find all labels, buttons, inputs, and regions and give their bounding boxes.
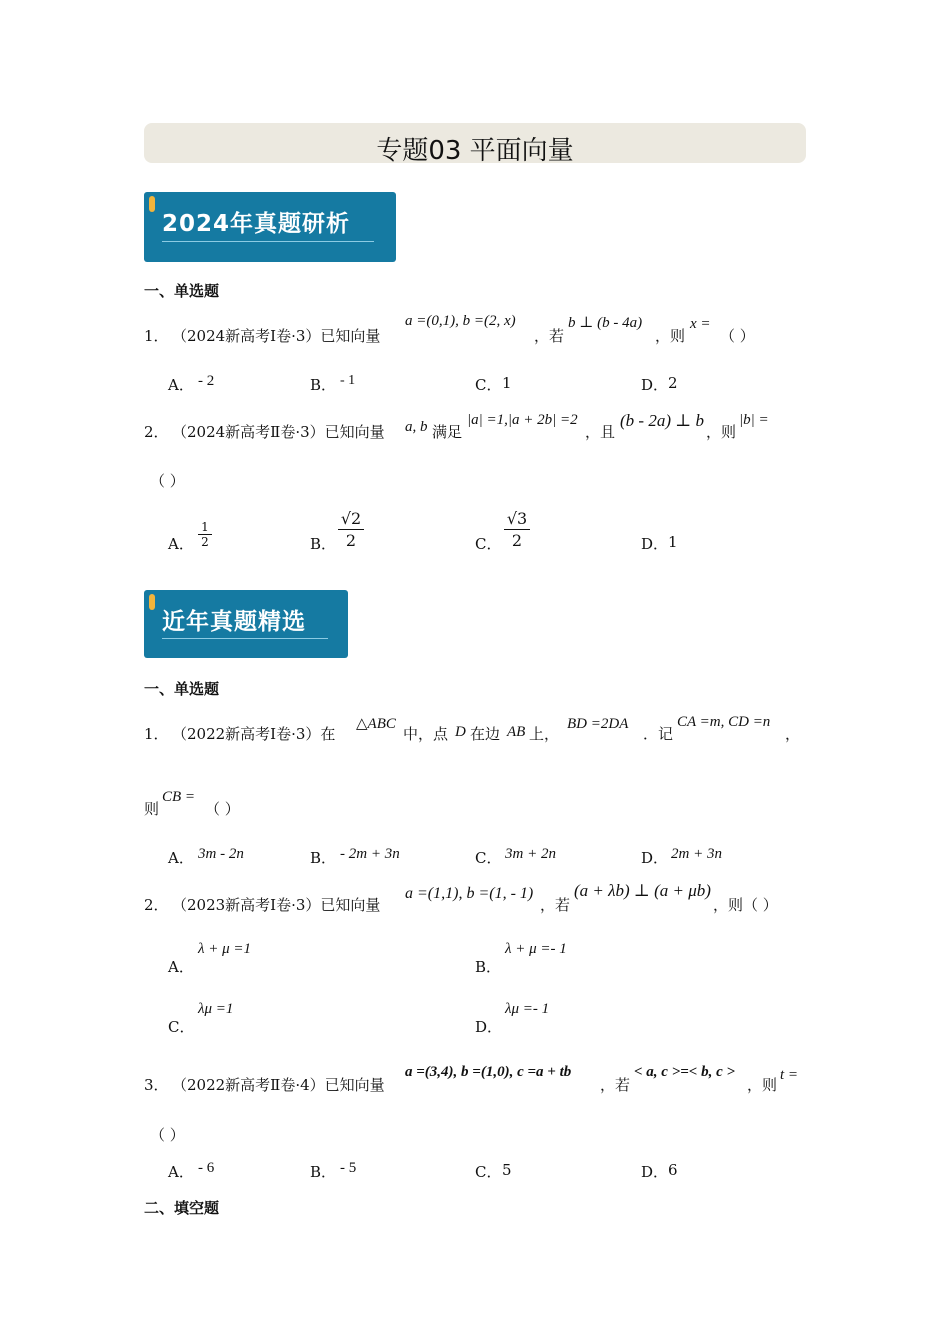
option-fraction [198, 520, 212, 549]
option-value: 3m - 2n [198, 846, 244, 862]
badge-label: 2024年真题研析 [162, 211, 351, 237]
option-label: C． [475, 376, 502, 394]
option-value: 3m + 2n [505, 846, 556, 862]
option-label: A． [168, 376, 194, 394]
fraction-numerator: √2 [340, 509, 362, 528]
question-text: 在边 [470, 725, 501, 743]
option-value: - 2m + 3n [340, 846, 400, 862]
option-label: A． [168, 535, 194, 553]
section-heading-single-choice: 一、单选题 [144, 680, 220, 698]
option-label: B． [310, 376, 337, 394]
fraction-numerator: 1 [201, 520, 209, 534]
option-fraction [338, 508, 364, 551]
option-label: B． [310, 849, 337, 867]
question-num: 1． [144, 725, 169, 743]
question-text: ，若 [540, 896, 571, 914]
option-value: - 2 [198, 373, 215, 389]
option-value: λμ =1 [198, 1001, 234, 1017]
question-num: 3． [144, 1076, 169, 1094]
fraction-numerator: √3 [506, 509, 528, 528]
answer-paren: （ ） [150, 1126, 185, 1144]
option-label: D． [475, 1018, 503, 1036]
math-expression: a, b [405, 419, 428, 435]
option-value: λ + μ =1 [198, 941, 252, 957]
badge-tab-icon [149, 196, 155, 212]
fraction-denominator: 2 [338, 529, 364, 551]
question-text: ．记 [643, 725, 674, 743]
question-text: ， [785, 725, 801, 743]
fraction-denominator: 2 [198, 534, 212, 549]
question-source: （2022新高考Ⅰ卷·3）在 [172, 725, 336, 743]
question-text: ，则 [655, 327, 686, 345]
math-expression: CA =m, CD =n [677, 714, 771, 730]
math-expression: CB = [162, 789, 196, 805]
option-value: λ + μ =- 1 [505, 941, 567, 957]
math-expression: x = [690, 316, 711, 332]
section-badge-recent [144, 590, 348, 658]
math-expression: AB [507, 724, 526, 740]
question-text: ，则（ ） [713, 896, 778, 914]
option-label: B． [310, 535, 337, 553]
question-num: 2． [144, 423, 169, 441]
option-label: C． [475, 849, 502, 867]
math-expression: △ABC [356, 716, 396, 732]
question-text: ，若 [600, 1076, 631, 1094]
question-text: ，且 [585, 423, 616, 441]
option-value: - 6 [198, 1160, 215, 1176]
option-value: - 1 [340, 373, 356, 388]
question-text: 上， [529, 725, 560, 743]
answer-paren: （ ） [205, 800, 240, 818]
question-num: 2． [144, 896, 169, 914]
question-text: 则 [144, 800, 160, 818]
section-heading-single-choice: 一、单选题 [144, 282, 220, 300]
question-text: ，若 [534, 327, 565, 345]
option-value: 6 [668, 1161, 678, 1179]
math-expression: < a, c >=< b, c > [634, 1064, 736, 1080]
option-label: D． [641, 376, 669, 394]
option-label: A． [168, 849, 194, 867]
option-label: C． [475, 535, 502, 553]
answer-paren: （ ） [720, 327, 755, 345]
question-source: （2022新高考Ⅱ卷·4）已知向量 [172, 1076, 385, 1094]
math-expression: BD =2DA [567, 716, 629, 732]
option-fraction [504, 508, 530, 551]
option-label: B． [475, 958, 502, 976]
option-value: 2m + 3n [671, 846, 722, 862]
math-expression: (b - 2a) ⊥ b [620, 411, 704, 430]
option-value: λμ =- 1 [505, 1001, 550, 1017]
question-num: 1． [144, 327, 169, 345]
question-source: （2024新高考Ⅰ卷·3）已知向量 [172, 327, 381, 345]
badge-underline [162, 638, 328, 639]
math-expression: |a| =1,|a + 2b| =2 [467, 412, 578, 428]
fraction-denominator: 2 [504, 529, 530, 551]
option-value: 2 [668, 374, 678, 392]
option-label: A． [168, 958, 194, 976]
question-source: （2024新高考Ⅱ卷·3）已知向量 [172, 423, 385, 441]
math-expression: D [455, 724, 466, 740]
badge-underline [162, 241, 374, 242]
math-expression: |b| = [739, 412, 769, 428]
section-badge-2024 [144, 192, 396, 262]
option-label: B． [310, 1163, 337, 1181]
answer-paren: （ ） [150, 472, 185, 490]
question-source: （2023新高考Ⅰ卷·3）已知向量 [172, 896, 381, 914]
math-expression: a =(0,1), b =(2, x) [405, 313, 516, 329]
section-heading-fill-in: 二、填空题 [144, 1199, 220, 1217]
math-expression: t = [780, 1067, 799, 1083]
math-expression: b ⊥ (b - 4a) [568, 315, 643, 331]
question-text: ，则 [706, 423, 737, 441]
option-value: - 5 [340, 1160, 357, 1176]
math-expression: a =(3,4), b =(1,0), c =a + tb [405, 1064, 572, 1080]
option-label: D． [641, 1163, 669, 1181]
question-text: 满足 [432, 423, 463, 441]
option-value: 1 [668, 533, 678, 551]
badge-tab-icon [149, 594, 155, 610]
math-expression: (a + λb) ⊥ (a + μb) [574, 881, 711, 900]
option-label: D． [641, 535, 669, 553]
option-value: 5 [502, 1161, 512, 1179]
option-value: 1 [502, 374, 512, 392]
option-label: A． [168, 1163, 194, 1181]
math-expression: a =(1,1), b =(1, - 1) [405, 885, 534, 902]
option-label: C． [168, 1018, 195, 1036]
option-label: D． [641, 849, 669, 867]
question-text: ，则 [747, 1076, 778, 1094]
option-label: C． [475, 1163, 502, 1181]
badge-label: 近年真题精选 [162, 609, 306, 635]
page-title: 专题03 平面向量 [376, 136, 574, 166]
question-text: 中，点 [403, 725, 449, 743]
